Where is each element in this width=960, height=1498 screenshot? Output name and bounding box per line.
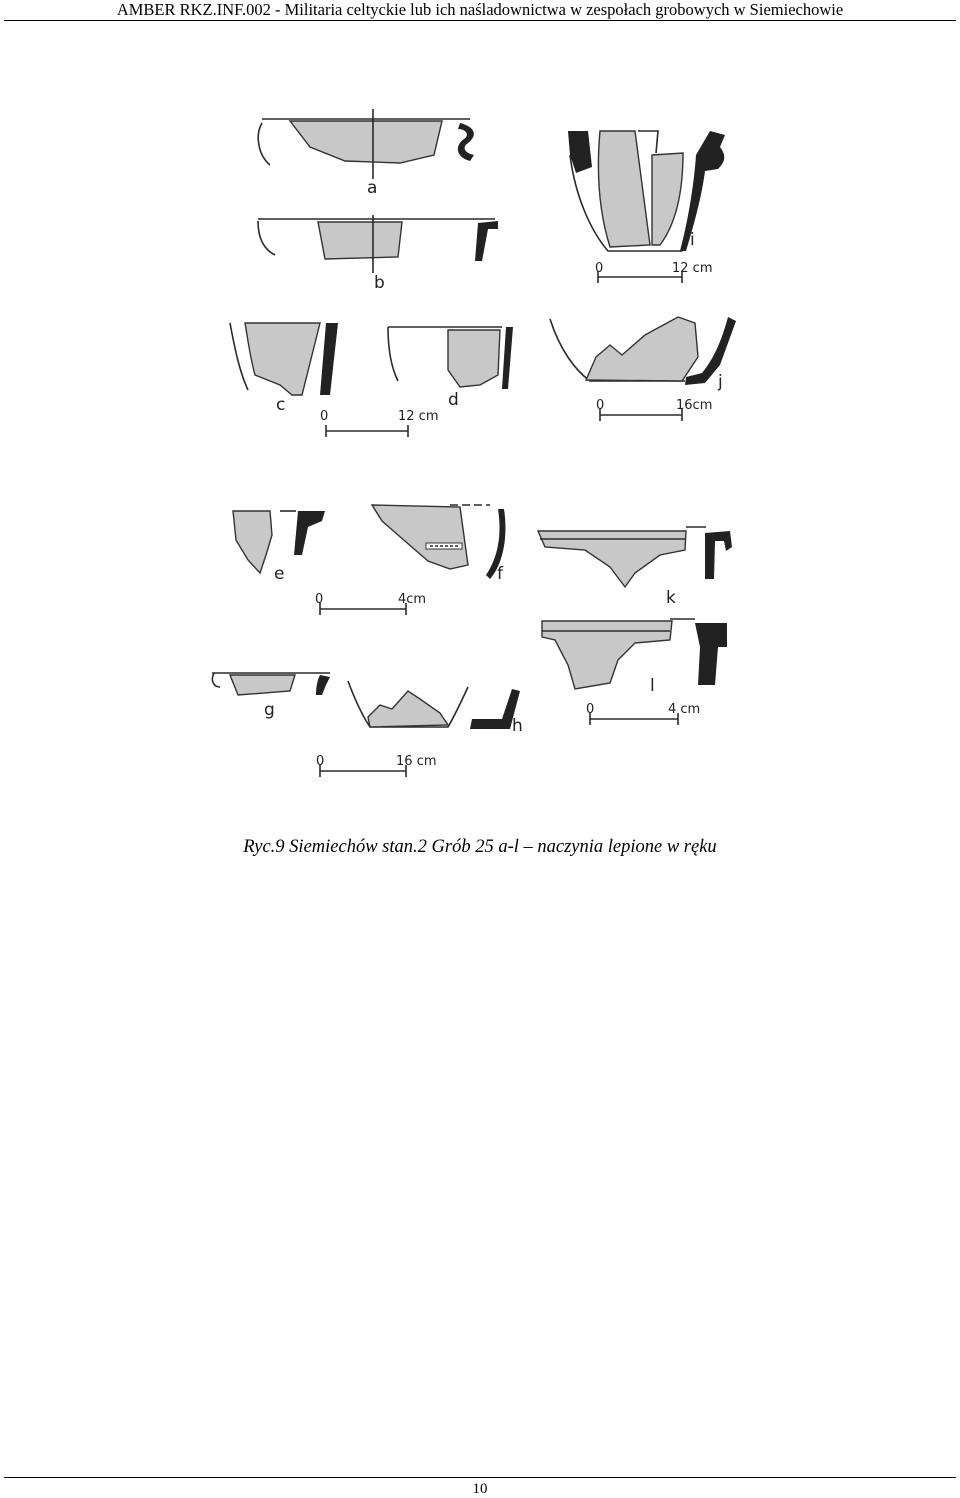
- scale-ef-zero: 0: [315, 592, 324, 607]
- scale-gh: [316, 754, 437, 777]
- scale-i-zero: 0: [595, 261, 604, 276]
- scale-ef-value: 4cm: [398, 592, 427, 607]
- vessel-l: [542, 619, 727, 696]
- header-title: AMBER RKZ.INF.002 - Militaria celtyckie lub ich naśladownictwa w zespołach grobowych w Siemiechowie: [116, 0, 844, 19]
- scale-j-value: 16cm: [676, 398, 713, 413]
- vessel-e: [233, 511, 325, 584]
- vessel-k: [538, 527, 732, 608]
- label-k: k: [666, 588, 676, 608]
- vessel-g: [212, 673, 330, 720]
- scale-cd-zero: 0: [320, 409, 329, 424]
- vessel-i: [568, 131, 725, 251]
- scale-cd-value: 12 cm: [398, 409, 439, 424]
- label-b: b: [374, 273, 385, 293]
- scale-ef: [315, 592, 426, 615]
- scale-i: [595, 261, 713, 283]
- vessel-j: [550, 317, 736, 392]
- label-l: l: [650, 676, 655, 696]
- page-header: [0, 0, 960, 22]
- header-rule: [4, 20, 956, 21]
- footer-rule: [4, 1477, 956, 1478]
- pottery-figure: [130, 95, 830, 795]
- vessel-f: [372, 505, 505, 584]
- label-g: g: [264, 700, 275, 720]
- label-c: c: [276, 395, 286, 415]
- label-e: e: [274, 564, 285, 584]
- label-f: f: [497, 564, 503, 584]
- figure-caption: Ryc.9 Siemiechów stan.2 Grób 25 a-l – naczynia lepione w ręku: [243, 837, 717, 857]
- label-j: j: [718, 372, 723, 392]
- label-d: d: [448, 390, 459, 410]
- label-h: h: [512, 716, 523, 736]
- vessel-c: [230, 323, 338, 415]
- scale-gh-zero: 0: [316, 754, 325, 769]
- scale-i-value: 12 cm: [672, 261, 713, 276]
- vessel-a: [258, 109, 474, 198]
- scale-j: [596, 398, 712, 421]
- page-number: 10: [472, 1481, 488, 1497]
- scale-cd: [320, 409, 439, 437]
- vessel-d: [388, 327, 513, 410]
- label-a: a: [367, 178, 378, 198]
- scale-l: [586, 702, 700, 725]
- vessel-b: [258, 215, 498, 293]
- scale-l-value: 4 cm: [668, 702, 701, 717]
- scale-j-zero: 0: [596, 398, 605, 413]
- scale-gh-value: 16 cm: [396, 754, 437, 769]
- vessel-h: [348, 681, 523, 736]
- scale-l-zero: 0: [586, 702, 595, 717]
- label-i: i: [690, 230, 695, 250]
- pottery-drawing: [130, 95, 830, 795]
